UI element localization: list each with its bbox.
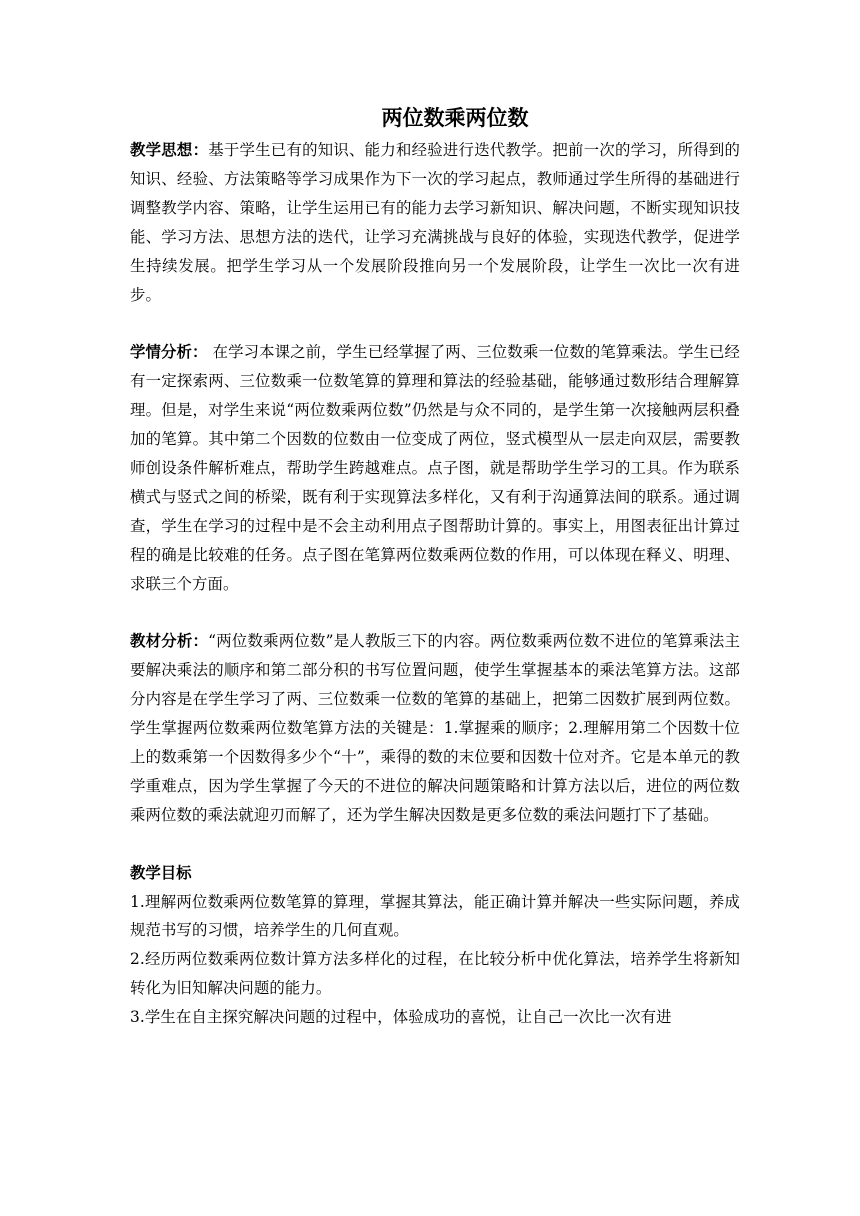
goal-item: 2.经历两位数乘两位数计算方法多样化的过程，在比较分析中优化算法，培养学生将新知转化为旧知解决问题的能力。 (130, 950, 740, 998)
section-label: 教材分析： (130, 632, 209, 651)
section-text: “两位数乘两位数”是人教版三下的内容。两位数乘两位数不进位的笔算乘法主要解决乘法的顺序和第二部分积的书写位置问题，使学生掌握基本的乘法笔算方法。这部分内容是在学生学习了两、三位数乘一位数的笔算的基础上，把第二因数扩展到两位数。学生掌握两位数乘两位数笔算方法的关键是：1.掌握乘的顺序；2.理解用第二个因数十位上的数乘第一个因数得多少个“十”，乘得的数的末位要和因数十位对齐。它是本单元的教学重难点，因为学生掌握了今天的不进位的解决问题策略和计算方法以后，进位的两位数乘两位数的乘法就迎刃而解了，还为学生解决因数是更多位数的乘法问题打下了基础。 (130, 632, 740, 824)
section-student-analysis (130, 338, 740, 598)
goal-item: 1.理解两位数乘两位数笔算的算理，掌握其算法，能正确计算并解决一些实际问题，养成规范书写的习惯，培养学生的几何直观。 (130, 892, 740, 940)
goals-heading: 教学目标 (130, 863, 192, 882)
section-label: 学情分析： (130, 343, 208, 362)
spacer (130, 830, 740, 859)
spacer (130, 598, 740, 627)
goal-item: 3.学生在自主探究解决问题的过程中，体验成功的喜悦，让自己一次比一次有进 (130, 1008, 672, 1027)
section-label: 教学思想： (130, 141, 209, 159)
section-text: 基于学生已有的知识、能力和经验进行迭代教学。把前一次的学习，所得到的知识、经验、方法策略等学习成果作为下一次的学习起点，教师通过学生所得的基础进行调整教学内容、策略，让学生运用已有的能力去学习新知识、解决问题，不断实现知识技能、学习方法、思想方法的迭代，让学习充满挑战与良好的体验，实现迭代教学，促进学生持续发展。把学生学习从一个发展阶段推向另一个发展阶段，让学生一次比一次有进步。 (130, 141, 740, 304)
section-teaching-philosophy (130, 136, 740, 309)
spacer (130, 309, 740, 338)
section-text: 在学习本课之前，学生已经掌握了两、三位数乘一位数的笔算乘法。学生已经有一定探索两、三位数乘一位数笔算的算理和算法的经验基础，能够通过数形结合理解算理。但是，对学生来说“两位数乘两位数”仍然是与众不同的，是学生第一次接触两层积叠加的笔算。其中第二个因数的位数由一位变成了两位，竖式模型从一层走向双层，需要教师创设条件解析难点，帮助学生跨越难点。点子图，就是帮助学生学习的工具。作为联系横式与竖式之间的桥梁，既有利于实现算法多样化，又有利于沟通算法间的联系。通过调查，学生在学习的过程中是不会主动利用点子图帮助计算的。事实上，用图表征出计算过程的确是比较难的任务。点子图在笔算两位数乘两位数的作用，可以体现在释义、明理、求联三个方面。 (130, 343, 740, 593)
document-page (130, 100, 740, 1032)
document-title: 两位数乘两位数 (381, 106, 529, 130)
section-textbook-analysis (130, 627, 740, 829)
